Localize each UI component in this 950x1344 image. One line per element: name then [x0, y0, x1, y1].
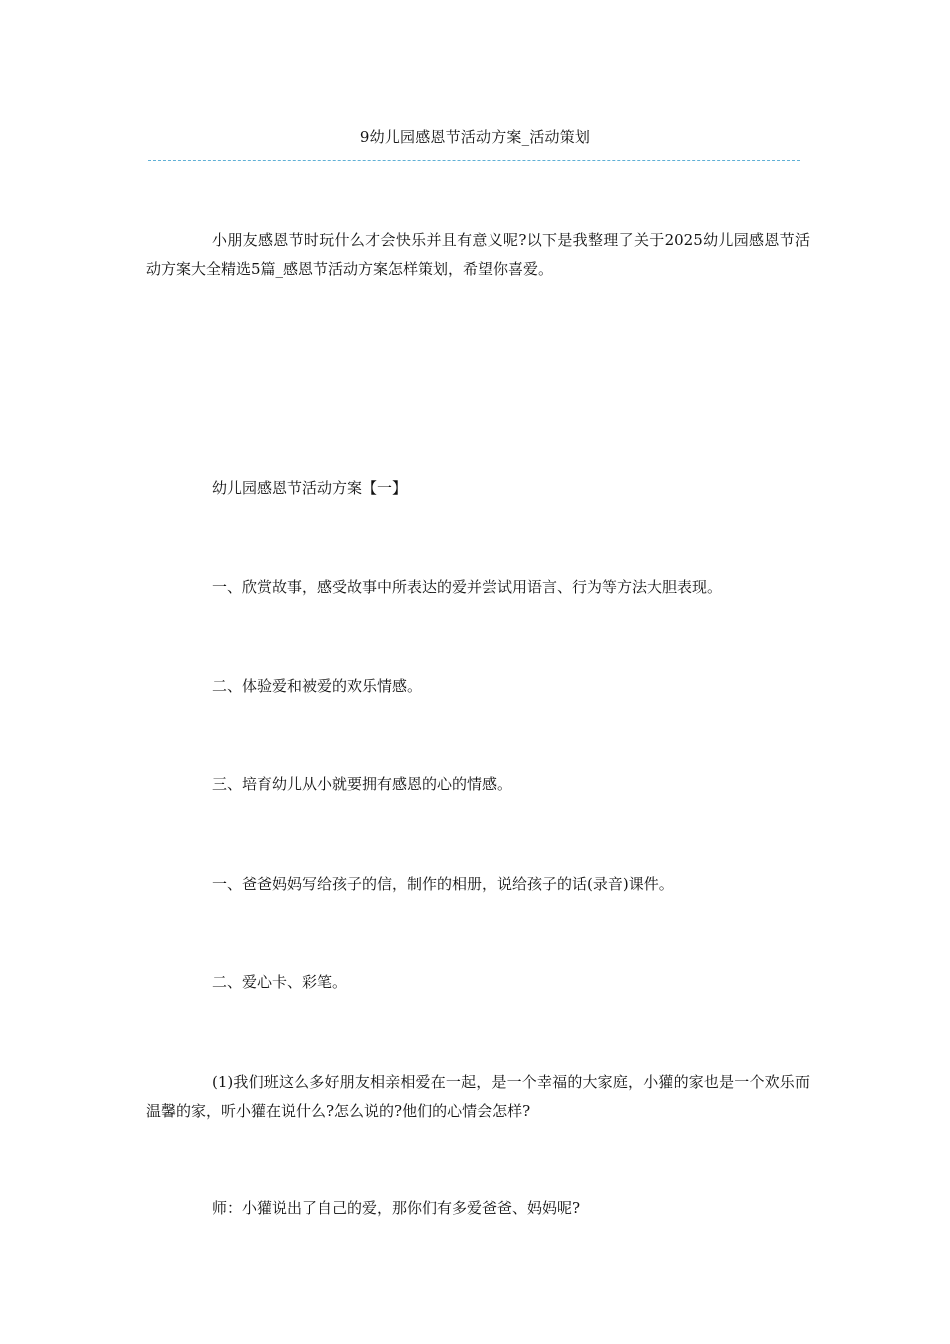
title-dashed-divider: [148, 160, 800, 161]
preparation-item-1: 一、爸爸妈妈写给孩子的信，制作的相册，说给孩子的话(录音)课件。: [212, 875, 674, 893]
goal-item-3: 三、培育幼儿从小就要拥有感恩的心的情感。: [212, 775, 513, 793]
process-paragraph-1: (1)我们班这么多好朋友相亲相爱在一起，是一个幸福的大家庭，小獾的家也是一个欢乐而温馨的家，听小獾在说什么?怎么说的?他们的心情会怎样?: [146, 1073, 810, 1120]
section-heading: 幼儿园感恩节活动方案【一】: [212, 479, 408, 497]
goal-item-2: 二、体验爱和被爱的欢乐情感。: [212, 677, 423, 695]
document-title: 9幼儿园感恩节活动方案_活动策划: [359, 128, 591, 146]
goal-item-1: 一、欣赏故事，感受故事中所表达的爱并尝试用语言、行为等方法大胆表现。: [212, 578, 723, 596]
teacher-question-paragraph: 师：小獾说出了自己的爱，那你们有多爱爸爸、妈妈呢?: [212, 1199, 581, 1217]
intro-paragraph: 小朋友感恩节时玩什么才会快乐并且有意义呢?以下是我整理了关于2025幼儿园感恩节活动方案大全精选5篇_感恩节活动方案怎样策划，希望你喜爱。: [146, 231, 810, 278]
preparation-item-2: 二、爱心卡、彩笔。: [212, 973, 348, 991]
